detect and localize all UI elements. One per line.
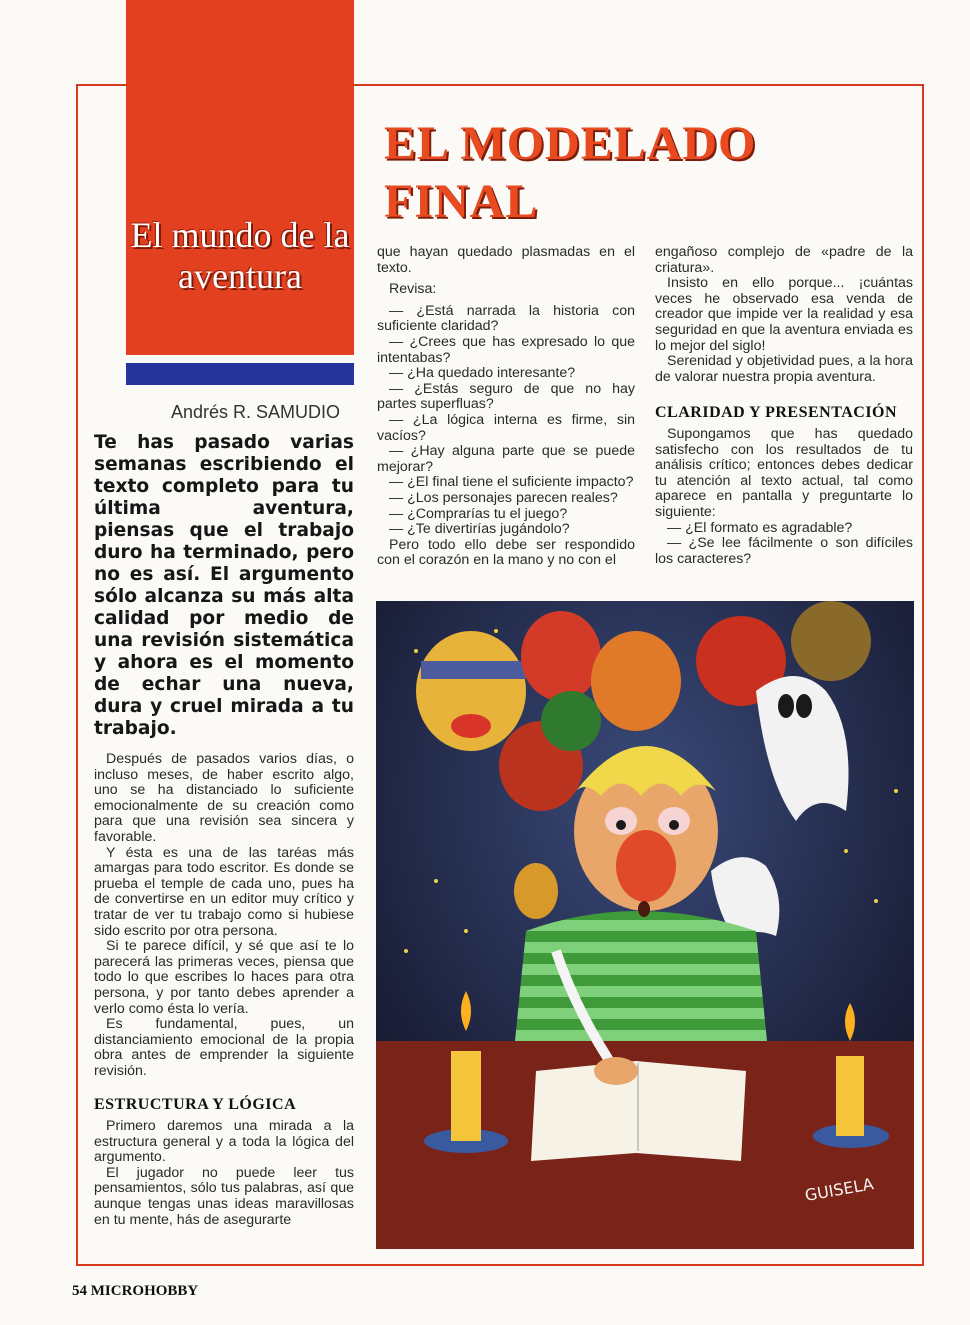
article-title-line-2: FINAL (384, 175, 539, 228)
revisa-label: Revisa: (389, 281, 437, 298)
question-item: — ¿Estás seguro de que no hay partes superfluas? (377, 380, 635, 413)
frame-right-rule (922, 84, 924, 1266)
author-byline: Andrés R. SAMUDIO (170, 402, 340, 422)
question-item: — ¿Ha quedado interesante? (389, 365, 576, 382)
heading-claridad: CLARIDAD Y PRESENTACIÓN (655, 404, 898, 422)
question-item: — ¿El final tiene el suficiente impacto? (389, 474, 634, 491)
paragraph: engañoso complejo de «padre de la criatura». (655, 244, 913, 276)
column-right (655, 245, 913, 567)
section-banner (126, 0, 354, 355)
paragraph: Serenidad y objetividad pues, a la hora de valorar nuestra propia aventura. (655, 353, 913, 385)
question-item: — ¿Se lee fácilmente o son difíciles los caracteres? (655, 535, 913, 567)
question-item: — ¿Crees que has expresado lo que intentabas? (377, 333, 635, 366)
paragraph: Después de pasados varios días, o incluso meses, de haber escrito algo, uno se ha distanciado lo suficiente emocionalmente de su creación como para que una revisión sea sincera y favorable. (94, 751, 354, 845)
section-blue-bar (126, 363, 354, 385)
question-item: — ¿Los personajes parecen reales? (389, 489, 618, 506)
heading-estructura: ESTRUCTURA Y LÓGICA (94, 1096, 297, 1114)
frame-bottom-rule (76, 1264, 924, 1266)
article-title-line-1: EL MODELADO (384, 117, 757, 170)
question-item: — ¿La lógica interna es firme, sin vacíos? (377, 411, 635, 444)
page-footer: 54 MICROHOBBY (72, 1283, 199, 1299)
paragraph: Y ésta es una de las taréas más amargas para todo escritor. Es donde se prueba el temple de cada uno, pues ha de convertirse en un editor muy crítico y tratar de ver tu trabajo como si hubiese sido escrito por otra persona. (94, 844, 354, 939)
paragraph: El jugador no puede leer tus pensamientos, sólo tus palabras, así que aunque tengas unas ideas maravillosas en tu mente, hás de asegurarte (94, 1164, 354, 1228)
frame-left-rule (76, 84, 78, 1266)
paragraph: Supongamos que has quedado satisfecho con los resultados de tu análisis crítico; entonces debes dedicar tu atención al texto actual, tal como aparece en pantalla y preguntarte lo siguiente: (655, 425, 913, 520)
question-item: — ¿Está narrada la historia con suficiente claridad? (377, 302, 635, 335)
writing-hand (594, 1057, 638, 1085)
article-title (384, 115, 904, 231)
paragraph: que hayan quedado plasmadas en el texto. (377, 244, 635, 276)
paragraph: Insisto en ello porque... ¡cuántas veces he observado esa venda de creador que impide ver la realidad y esa seguridad en que la aventura enviada es lo mejor del siglo! (655, 275, 913, 354)
paragraph: Si te parece difícil, y sé que así te lo parecerá las primeras veces, piensa que todo lo que escribes lo haces para otra persona, y por tanto debes aprender a verlo como ésta lo vería. (94, 938, 354, 1017)
paragraph: Primero daremos una mirada a la estructura general y a toda la lógica del argumento. (94, 1118, 354, 1166)
paragraph: Pero todo ello debe ser respondido con el corazón en la mano y no con el (377, 536, 635, 569)
lead-paragraph: Te has pasado varias semanas escribiendo el texto completo para tu última aventura, piensas que el trabajo duro ha terminado, pero no es así. El argumento sólo alcanza su más alta calidad por medio de una revisión sistemática y ahora es el momento de echar una nueva, dura y cruel mirada a tu trabajo. (94, 432, 354, 739)
artist-signature: GUISELA (803, 1174, 875, 1205)
section-title: El mundo de la aventura (130, 215, 350, 297)
illustration-writer-with-monsters (376, 601, 914, 1249)
question-item: — ¿Te divertirías jugándolo? (389, 521, 570, 538)
question-item: — ¿Comprarías tu el juego? (389, 505, 568, 522)
question-item: — ¿Hay alguna parte que se puede mejorar? (377, 443, 635, 475)
column-left (94, 752, 354, 1228)
question-item: — ¿El formato es agradable? (667, 519, 853, 536)
column-middle (377, 245, 635, 569)
paragraph: Es fundamental, pues, un distanciamiento emocional de la propia obra antes de emprender la siguiente revisión. (94, 1016, 354, 1079)
